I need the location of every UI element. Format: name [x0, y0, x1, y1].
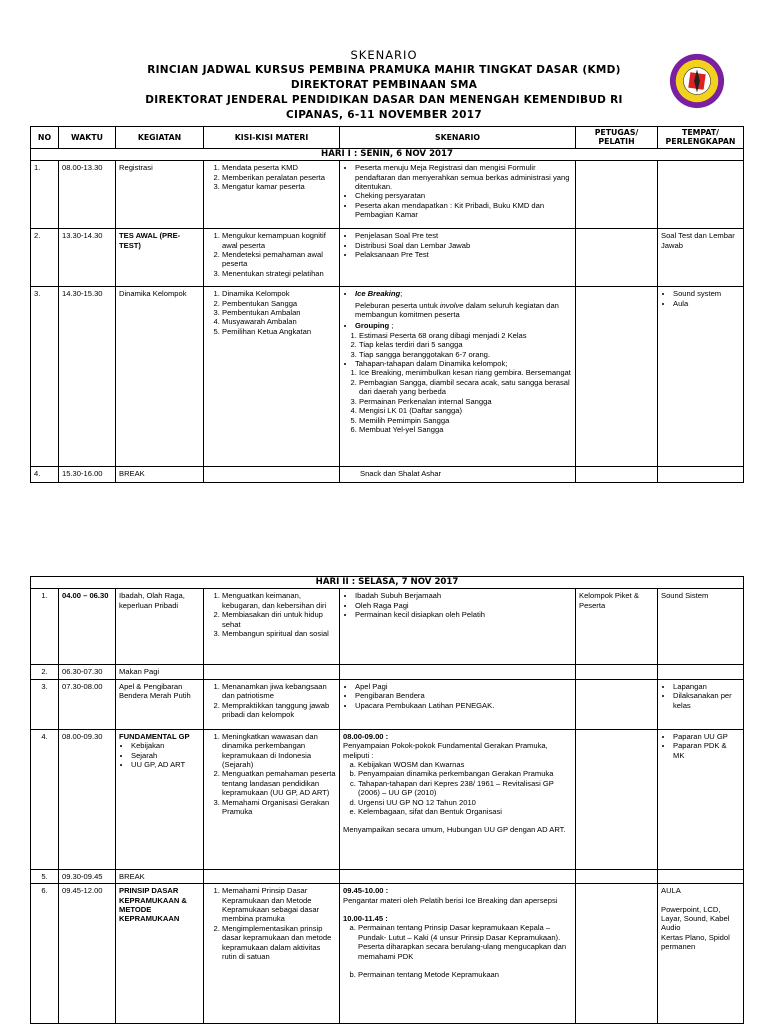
- row-kisi: [204, 729, 340, 869]
- kisi-item: 4. Musyawarah Ambalan: [222, 317, 336, 326]
- col-header-waktu: WAKTU: [59, 127, 116, 149]
- tahapan-item: 2. Pembagian Sangga, diambil secara acak, satu sangga berasal dari daerah yang berbeda: [359, 378, 572, 397]
- row-activity: Dinamika Kelompok: [116, 287, 204, 467]
- row-time: 08.00-13.30: [59, 161, 116, 229]
- row-activity: BREAK: [116, 467, 204, 483]
- row-time: 06.30-07.30: [59, 665, 116, 679]
- grouping-title: Grouping: [355, 321, 390, 331]
- tempat-item: • Paparan UU GP: [673, 732, 740, 741]
- skenario-item: [355, 289, 572, 298]
- session-closing: Menyampaikan secara umum, Hubungan UU GP dengan AD ART.: [343, 825, 566, 835]
- tempat-item: • Paparan PDK & MK: [673, 741, 740, 760]
- table-row: [31, 679, 744, 729]
- kisi-item: 1. Meningkatkan wawasan dan dinamika perkembangan kepramukaan di Indonesia (Sejarah): [222, 732, 336, 770]
- tempat-item: • Aula: [673, 299, 740, 308]
- tahapan-item: 4. Mengisi LK 01 (Daftar sangga): [359, 406, 572, 415]
- col-header-skenario: SKENARIO: [340, 127, 576, 149]
- row-time: 14.30-15.30: [59, 287, 116, 467]
- row-no: 3.: [31, 679, 59, 729]
- row-time: 07.30-08.00: [59, 679, 116, 729]
- row-kisi: [204, 589, 340, 665]
- day1-title: HARI I : SENIN, 6 NOV 2017: [31, 148, 744, 160]
- kisi-item: 3. Menentukan strategi pelatihan: [222, 269, 336, 278]
- skenario-item: • Ibadah Subuh Berjamaah: [355, 591, 572, 600]
- row-skenario: [340, 884, 576, 1024]
- session-intro: Penyampaian Pokok-pokok Fundamental Gerakan Pramuka, meliputi :: [343, 741, 548, 760]
- text: dalam seluruh kegiatan dan membangun komitmen peserta: [355, 300, 559, 320]
- fundamental-item: c. Tahapan-tahapan dari Kepres 238/ 1961 – Revitalisasi GP (2006) – UU GP (2010): [358, 779, 572, 798]
- tahapan-item: 6. Membuat Yel-yel Sangga: [359, 425, 572, 434]
- tahapan-item: 5. Memilih Pemimpin Sangga: [359, 416, 572, 425]
- row-time: 13.30-14.30: [59, 229, 116, 287]
- session-time: 10.00-11.45 :: [343, 914, 388, 924]
- row-petugas: Kelompok Piket & Peserta: [576, 589, 658, 665]
- row-activity: TES AWAL (PRE-TEST): [116, 229, 204, 287]
- col-header-kisi: KISI-KISI MATERI: [204, 127, 340, 149]
- fundamental-item: e. Kelembagaan, sifat dan Bentuk Organisasi: [358, 807, 572, 816]
- document-header: [0, 48, 768, 123]
- row-petugas: [576, 229, 658, 287]
- kisi-item: 2. Memberikan peralatan peserta: [222, 173, 336, 182]
- row-activity: PRINSIP DASAR KEPRAMUKAAN & METODE KEPRAMUKAAN: [116, 884, 204, 1024]
- doc-directorate: DIREKTORAT PEMBINAAN SMA: [290, 79, 478, 91]
- row-no: 4.: [31, 467, 59, 483]
- table-row: [31, 884, 744, 1024]
- kisi-item: 1. Mengukur kemampuan kognitif awal peserta: [222, 231, 336, 250]
- row-skenario: [340, 729, 576, 869]
- activity-item: • Kebijakan: [131, 741, 200, 750]
- skenario-item: • Peserta menuju Meja Registrasi dan mengisi Formulir pendaftaran dan menyerahkan semua berkas administrasi yang ditentukan.: [355, 163, 572, 191]
- grouping-list: [343, 331, 572, 359]
- row-activity: Ibadah, Olah Raga, keperluan Pribadi: [116, 589, 204, 665]
- table-row: [31, 589, 744, 665]
- doc-directorate-general: DIREKTORAT JENDERAL PENDIDIKAN DASAR DAN MENENGAH KEMENDIBUD RI: [145, 94, 623, 106]
- kisi-item: 1. Menguatkan keimanan, kebugaran, dan kebersihan diri: [222, 591, 336, 610]
- kisi-item: 3. Memahami Organisasi Gerakan Pramuka: [222, 798, 336, 817]
- table-row: [31, 229, 744, 287]
- row-tempat: [658, 287, 744, 467]
- row-activity: Apel & Pengibaran Bendera Merah Putih: [116, 679, 204, 729]
- table-row: [31, 161, 744, 229]
- row-tempat: [658, 884, 744, 1024]
- table-header-row: [31, 127, 744, 149]
- day-header-row: [31, 148, 744, 160]
- tahapan-item: 3. Permainan Perkenalan internal Sangga: [359, 397, 572, 406]
- row-skenario: [340, 161, 576, 229]
- tempat-item: Powerpoint, LCD, Layar, Sound, Kabel Audio: [661, 904, 730, 933]
- row-skenario: [340, 665, 576, 679]
- kisi-item: 2. Pembentukan Sangga: [222, 299, 336, 308]
- row-activity: Registrasi: [116, 161, 204, 229]
- row-petugas: [576, 467, 658, 483]
- row-kisi: [204, 665, 340, 679]
- kisi-item: 1. Dinamika Kelompok: [222, 289, 336, 298]
- kisi-item: 3. Mengatur kamar peserta: [222, 182, 336, 191]
- table-row: [31, 729, 744, 869]
- row-tempat: [658, 467, 744, 483]
- schedule-table-day1: [30, 126, 744, 483]
- prinsip-item: a. Permainan tentang Prinsip Dasar kepramukaan Kepala – Pundak- Lutut – Kaki (4 unsur Prinsip Dasar Kepramukaan). Peserta diharapkan secara berulang-ulang mengucapkan dan memahami PDK: [358, 923, 572, 961]
- kisi-item: 1. Mendata peserta KMD: [222, 163, 336, 172]
- row-skenario: Snack dan Shalat Ashar: [340, 467, 576, 483]
- row-no: 4.: [31, 729, 59, 869]
- tahapan-item: 1. Ice Breaking, menimbulkan kesan riang gembira. Bersemangat: [359, 368, 572, 377]
- row-no: 2.: [31, 665, 59, 679]
- table-row: [31, 287, 744, 467]
- row-tempat: [658, 679, 744, 729]
- grouping-item: 2. Tiap kelas terdiri dari 5 sangga: [359, 340, 572, 349]
- skenario-item: • Tahapan-tahapan dalam Dinamika kelompok;: [355, 359, 572, 368]
- row-activity: [116, 729, 204, 869]
- prinsip-item: b. Permainan tentang Metode Kepramukaan: [358, 970, 572, 979]
- skenario-item: • Penjelasan Soal Pre test: [355, 231, 572, 240]
- skenario-item: • Peserta akan mendapatkan : Kit Pribadi, Buku KMD dan Pembagian Kamar: [355, 201, 572, 220]
- text: Peleburan peserta untuk: [355, 300, 440, 310]
- session-text: Pengantar materi oleh Pelatih berisi Ice Breaking dan apersepsi: [343, 895, 558, 905]
- skenario-item: • Distribusi Soal dan Lembar Jawab: [355, 241, 572, 250]
- col-header-kegiatan: KEGIATAN: [116, 127, 204, 149]
- row-skenario: [340, 589, 576, 665]
- skenario-item: [355, 321, 572, 330]
- row-kisi: [204, 869, 340, 883]
- session-time: 08.00-09.00 :: [343, 731, 389, 741]
- prinsip-list: [343, 923, 572, 961]
- skenario-item: • Permainan kecil disiapkan oleh Pelatih: [355, 610, 572, 619]
- row-time: 09.30-09.45: [59, 869, 116, 883]
- kisi-item: 2. Membiasakan diri untuk hidup sehat: [222, 610, 336, 629]
- row-skenario: [340, 229, 576, 287]
- skenario-item: • Apel Pagi: [355, 682, 572, 691]
- activity-item: • Sejarah: [131, 751, 200, 760]
- skenario-item: • Upacara Pembukaan Latihan PENEGAK.: [355, 701, 572, 710]
- activity-title: FUNDAMENTAL GP: [119, 731, 190, 741]
- tempat-item: AULA: [661, 886, 681, 896]
- row-petugas: [576, 729, 658, 869]
- schedule-table-day2: [30, 576, 744, 1024]
- kisi-item: 2. Mengimplementasikan prinsip dasar kepramukaan dan metode kepramukaan dalam aktivitas rutin di satuan: [222, 924, 336, 962]
- row-activity: BREAK: [116, 869, 204, 883]
- kisi-item: 2. Menguatkan pemahaman peserta tentang landasan pendidikan kepramukaan (UU GP, AD ART): [222, 769, 336, 797]
- scout-emblem-logo: [668, 52, 726, 110]
- col-header-petugas: PETUGAS/ PELATIH: [576, 127, 658, 149]
- ice-breaking-text: [343, 301, 572, 320]
- punct: ;: [389, 321, 394, 331]
- row-kisi: [204, 467, 340, 483]
- table-row: [31, 467, 744, 483]
- row-kisi: [204, 287, 340, 467]
- row-petugas: [576, 869, 658, 883]
- doc-subtitle: RINCIAN JADWAL KURSUS PEMBINA PRAMUKA MAHIR TINGKAT DASAR (KMD): [147, 64, 621, 76]
- fundamental-item: a. Kebijakan WOSM dan Kwarnas: [358, 760, 572, 769]
- day2-title: HARI II : SELASA, 7 NOV 2017: [31, 577, 744, 589]
- col-header-no: NO: [31, 127, 59, 149]
- kisi-item: 2. Mendeteksi pemahaman awal peserta: [222, 250, 336, 269]
- row-skenario: [340, 679, 576, 729]
- row-no: 1.: [31, 589, 59, 665]
- activity-item: • UU GP, AD ART: [131, 760, 200, 769]
- kisi-item: 3. Pembentukan Ambalan: [222, 308, 336, 317]
- row-no: 5.: [31, 869, 59, 883]
- col-header-tempat: TEMPAT/ PERLENGKAPAN: [658, 127, 744, 149]
- prinsip-list: [343, 970, 572, 979]
- fundamental-item: d. Urgensi UU GP NO 12 Tahun 2010: [358, 798, 572, 807]
- fundamental-item: b. Penyampaian dinamika perkembangan Gerakan Pramuka: [358, 769, 572, 778]
- table-row: [31, 665, 744, 679]
- kisi-item: 5. Pemilihan Ketua Angkatan: [222, 327, 336, 336]
- text-italic: involve: [439, 300, 464, 310]
- row-petugas: [576, 161, 658, 229]
- row-no: 2.: [31, 229, 59, 287]
- grouping-item: 3. Tiap sangga beranggotakan 6-7 orang.: [359, 350, 572, 359]
- row-time: 04.00 – 06.30: [59, 589, 116, 665]
- row-activity: Makan Pagi: [116, 665, 204, 679]
- row-kisi: [204, 229, 340, 287]
- row-no: 1.: [31, 161, 59, 229]
- tempat-item: • Dilaksanakan per kelas: [673, 691, 740, 710]
- row-tempat: Sound Sistem: [658, 589, 744, 665]
- skenario-item: • Oleh Raga Pagi: [355, 601, 572, 610]
- doc-title: SKENARIO: [350, 48, 418, 62]
- row-tempat: Soal Test dan Lembar Jawab: [658, 229, 744, 287]
- row-tempat: [658, 869, 744, 883]
- row-kisi: [204, 884, 340, 1024]
- tempat-item: • Lapangan: [673, 682, 740, 691]
- punct: ;: [400, 289, 403, 299]
- skenario-item: • Cheking persyaratan: [355, 191, 572, 200]
- row-skenario: [340, 869, 576, 883]
- grouping-item: 1. Estimasi Peserta 68 orang dibagi menjadi 2 Kelas: [359, 331, 572, 340]
- kisi-item: 3. Membangun spiritual dan sosial: [222, 629, 336, 638]
- session-time: 09.45-10.00 :: [343, 886, 389, 896]
- row-tempat: [658, 665, 744, 679]
- row-kisi: [204, 161, 340, 229]
- row-petugas: [576, 884, 658, 1024]
- doc-place-date: CIPANAS, 6-11 NOVEMBER 2017: [286, 109, 482, 121]
- row-time: 09.45-12.00: [59, 884, 116, 1024]
- table-row: [31, 869, 744, 883]
- kisi-item: 2. Mempraktikkan tanggung jawab pribadi dan kelompok: [222, 701, 336, 720]
- kisi-item: 1. Menanamkan jiwa kebangsaan dan patriotisme: [222, 682, 336, 701]
- row-time: 15.30-16.00: [59, 467, 116, 483]
- tempat-item: Kertas Plano, Spidol permanen: [661, 932, 730, 952]
- row-tempat: [658, 161, 744, 229]
- row-no: 3.: [31, 287, 59, 467]
- day-header-row: [31, 577, 744, 589]
- row-petugas: [576, 679, 658, 729]
- row-tempat: [658, 729, 744, 869]
- row-petugas: [576, 665, 658, 679]
- row-kisi: [204, 679, 340, 729]
- skenario-item: • Pelaksanaan Pre Test: [355, 250, 572, 259]
- fundamental-list: [343, 760, 572, 816]
- row-skenario: [340, 287, 576, 467]
- kisi-item: 1. Memahami Prinsip Dasar Kepramukaan dan Metode Kepramukaan sebagai dasar membina pramuka: [222, 886, 336, 924]
- row-time: 08.00-09.30: [59, 729, 116, 869]
- tempat-item: • Sound system: [673, 289, 740, 298]
- skenario-item: • Pengibaran Bendera: [355, 691, 572, 700]
- row-petugas: [576, 287, 658, 467]
- ice-breaking-title: Ice Breaking: [355, 289, 401, 299]
- row-no: 6.: [31, 884, 59, 1024]
- tahapan-list: [343, 368, 572, 434]
